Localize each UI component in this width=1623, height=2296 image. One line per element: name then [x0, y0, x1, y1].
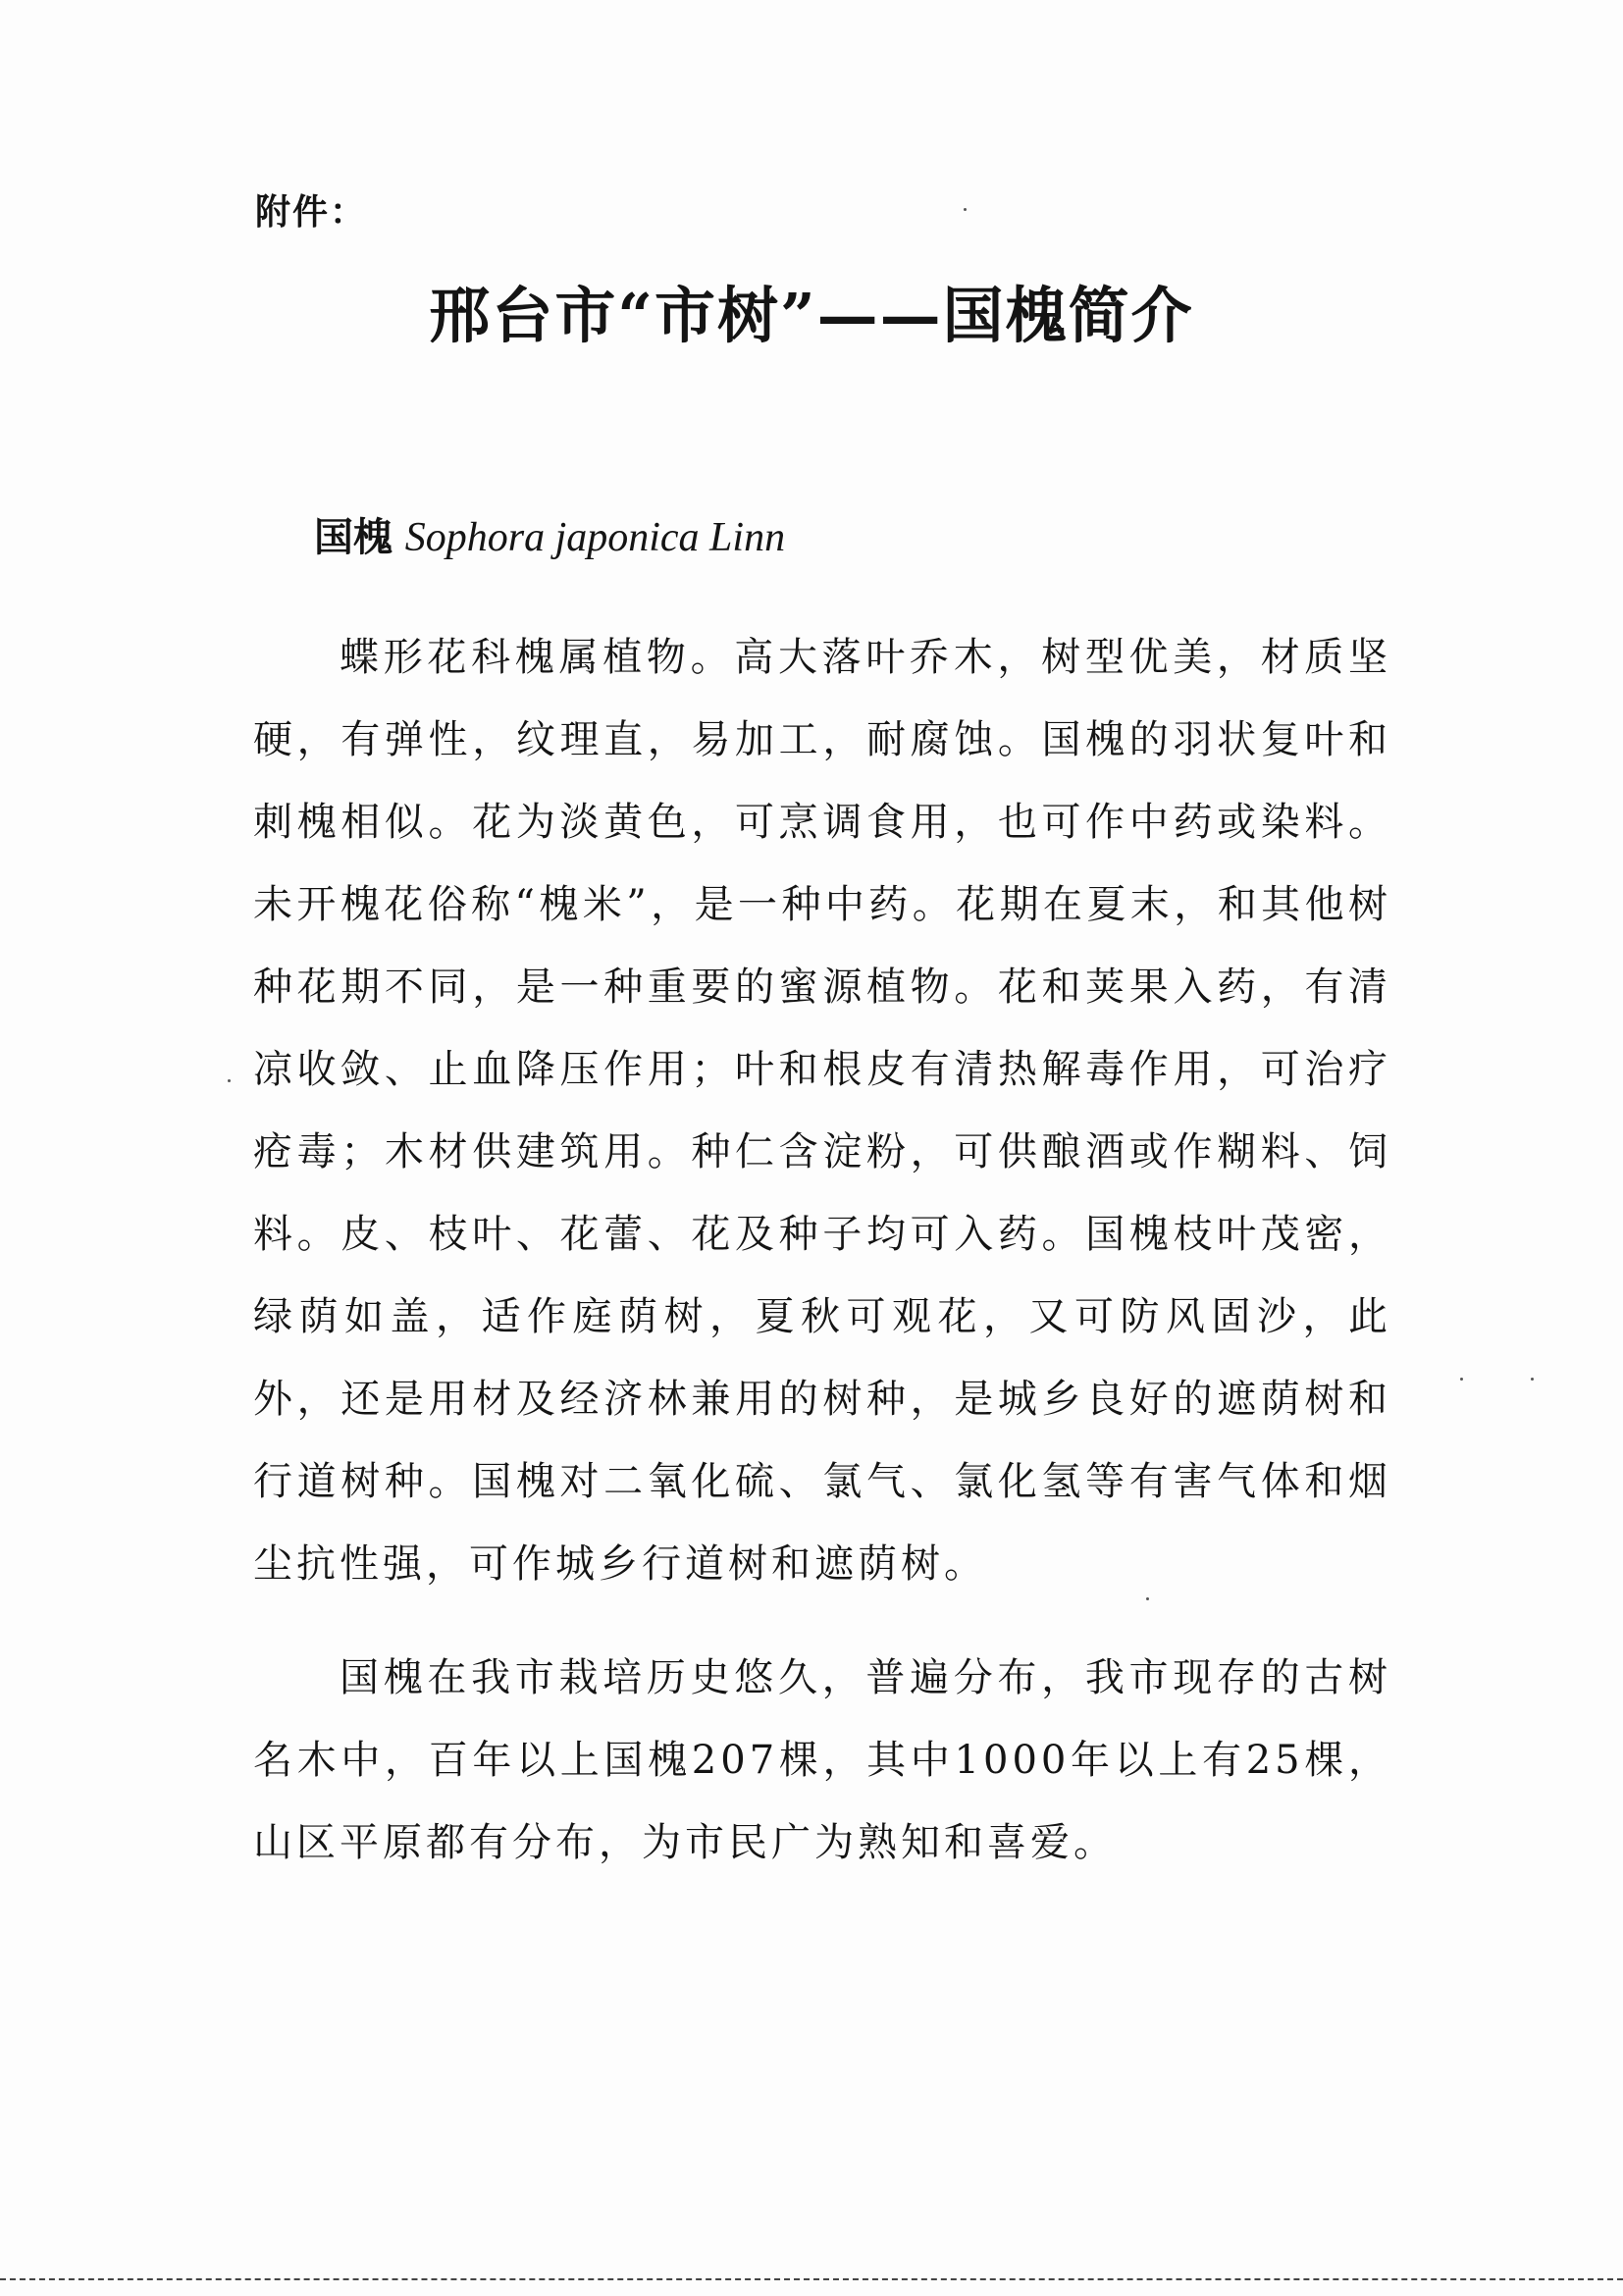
body-paragraph-2	[253, 1637, 1391, 1884]
species-name-latin: Sophora japonica Linn	[404, 515, 786, 560]
scan-speck	[1146, 1597, 1149, 1600]
bottom-dashed-rule	[0, 2278, 1623, 2280]
attachment-label: 附件：	[255, 192, 368, 233]
body-paragraph-1	[253, 616, 1391, 1605]
scan-speck	[1460, 1378, 1463, 1381]
scan-speck	[1531, 1378, 1534, 1381]
scan-speck	[964, 208, 967, 211]
paragraph-text: 国槐在我市栽培历史悠久，普遍分布，我市现存的古树名木中，百年以上国槐207棵，其中1000年以上有25棵，山区平原都有分布，为市民广为熟知和喜爱。	[253, 1655, 1391, 1865]
species-name-cn: 国槐	[314, 515, 393, 560]
paragraph-text: 蝶形花科槐属植物。高大落叶乔木，树型优美，材质坚硬，有弹性，纹理直，易加工，耐腐蚀。国槐的羽状复叶和刺槐相似。花为淡黄色，可烹调食用，也可作中药或染料。未开槐花俗称“槐米”，是一种中药。花期在夏末，和其他树种花期不同，是一种重要的蜜源植物。花和荚果入药，有清凉收敛、止血降压作用；叶和根皮有清热解毒作用，可治疗疮毒；木材供建筑用。种仁含淀粉，可供酿酒或作糊料、饲料。皮、枝叶、花蕾、花及种子均可入药。国槐枝叶茂密，绿荫如盖，适作庭荫树，夏秋可观花，又可防风固沙，此外，还是用材及经济林兼用的树种，是城乡良好的遮荫树和行道树种。国槐对二氧化硫、氯气、氯化氢等有害气体和烟尘抗性强，可作城乡行道树和遮荫树。	[253, 635, 1391, 1587]
document-title: 邢台市“市树”——国槐简介	[429, 280, 1194, 351]
species-heading	[314, 506, 785, 562]
scan-speck	[228, 1079, 231, 1082]
